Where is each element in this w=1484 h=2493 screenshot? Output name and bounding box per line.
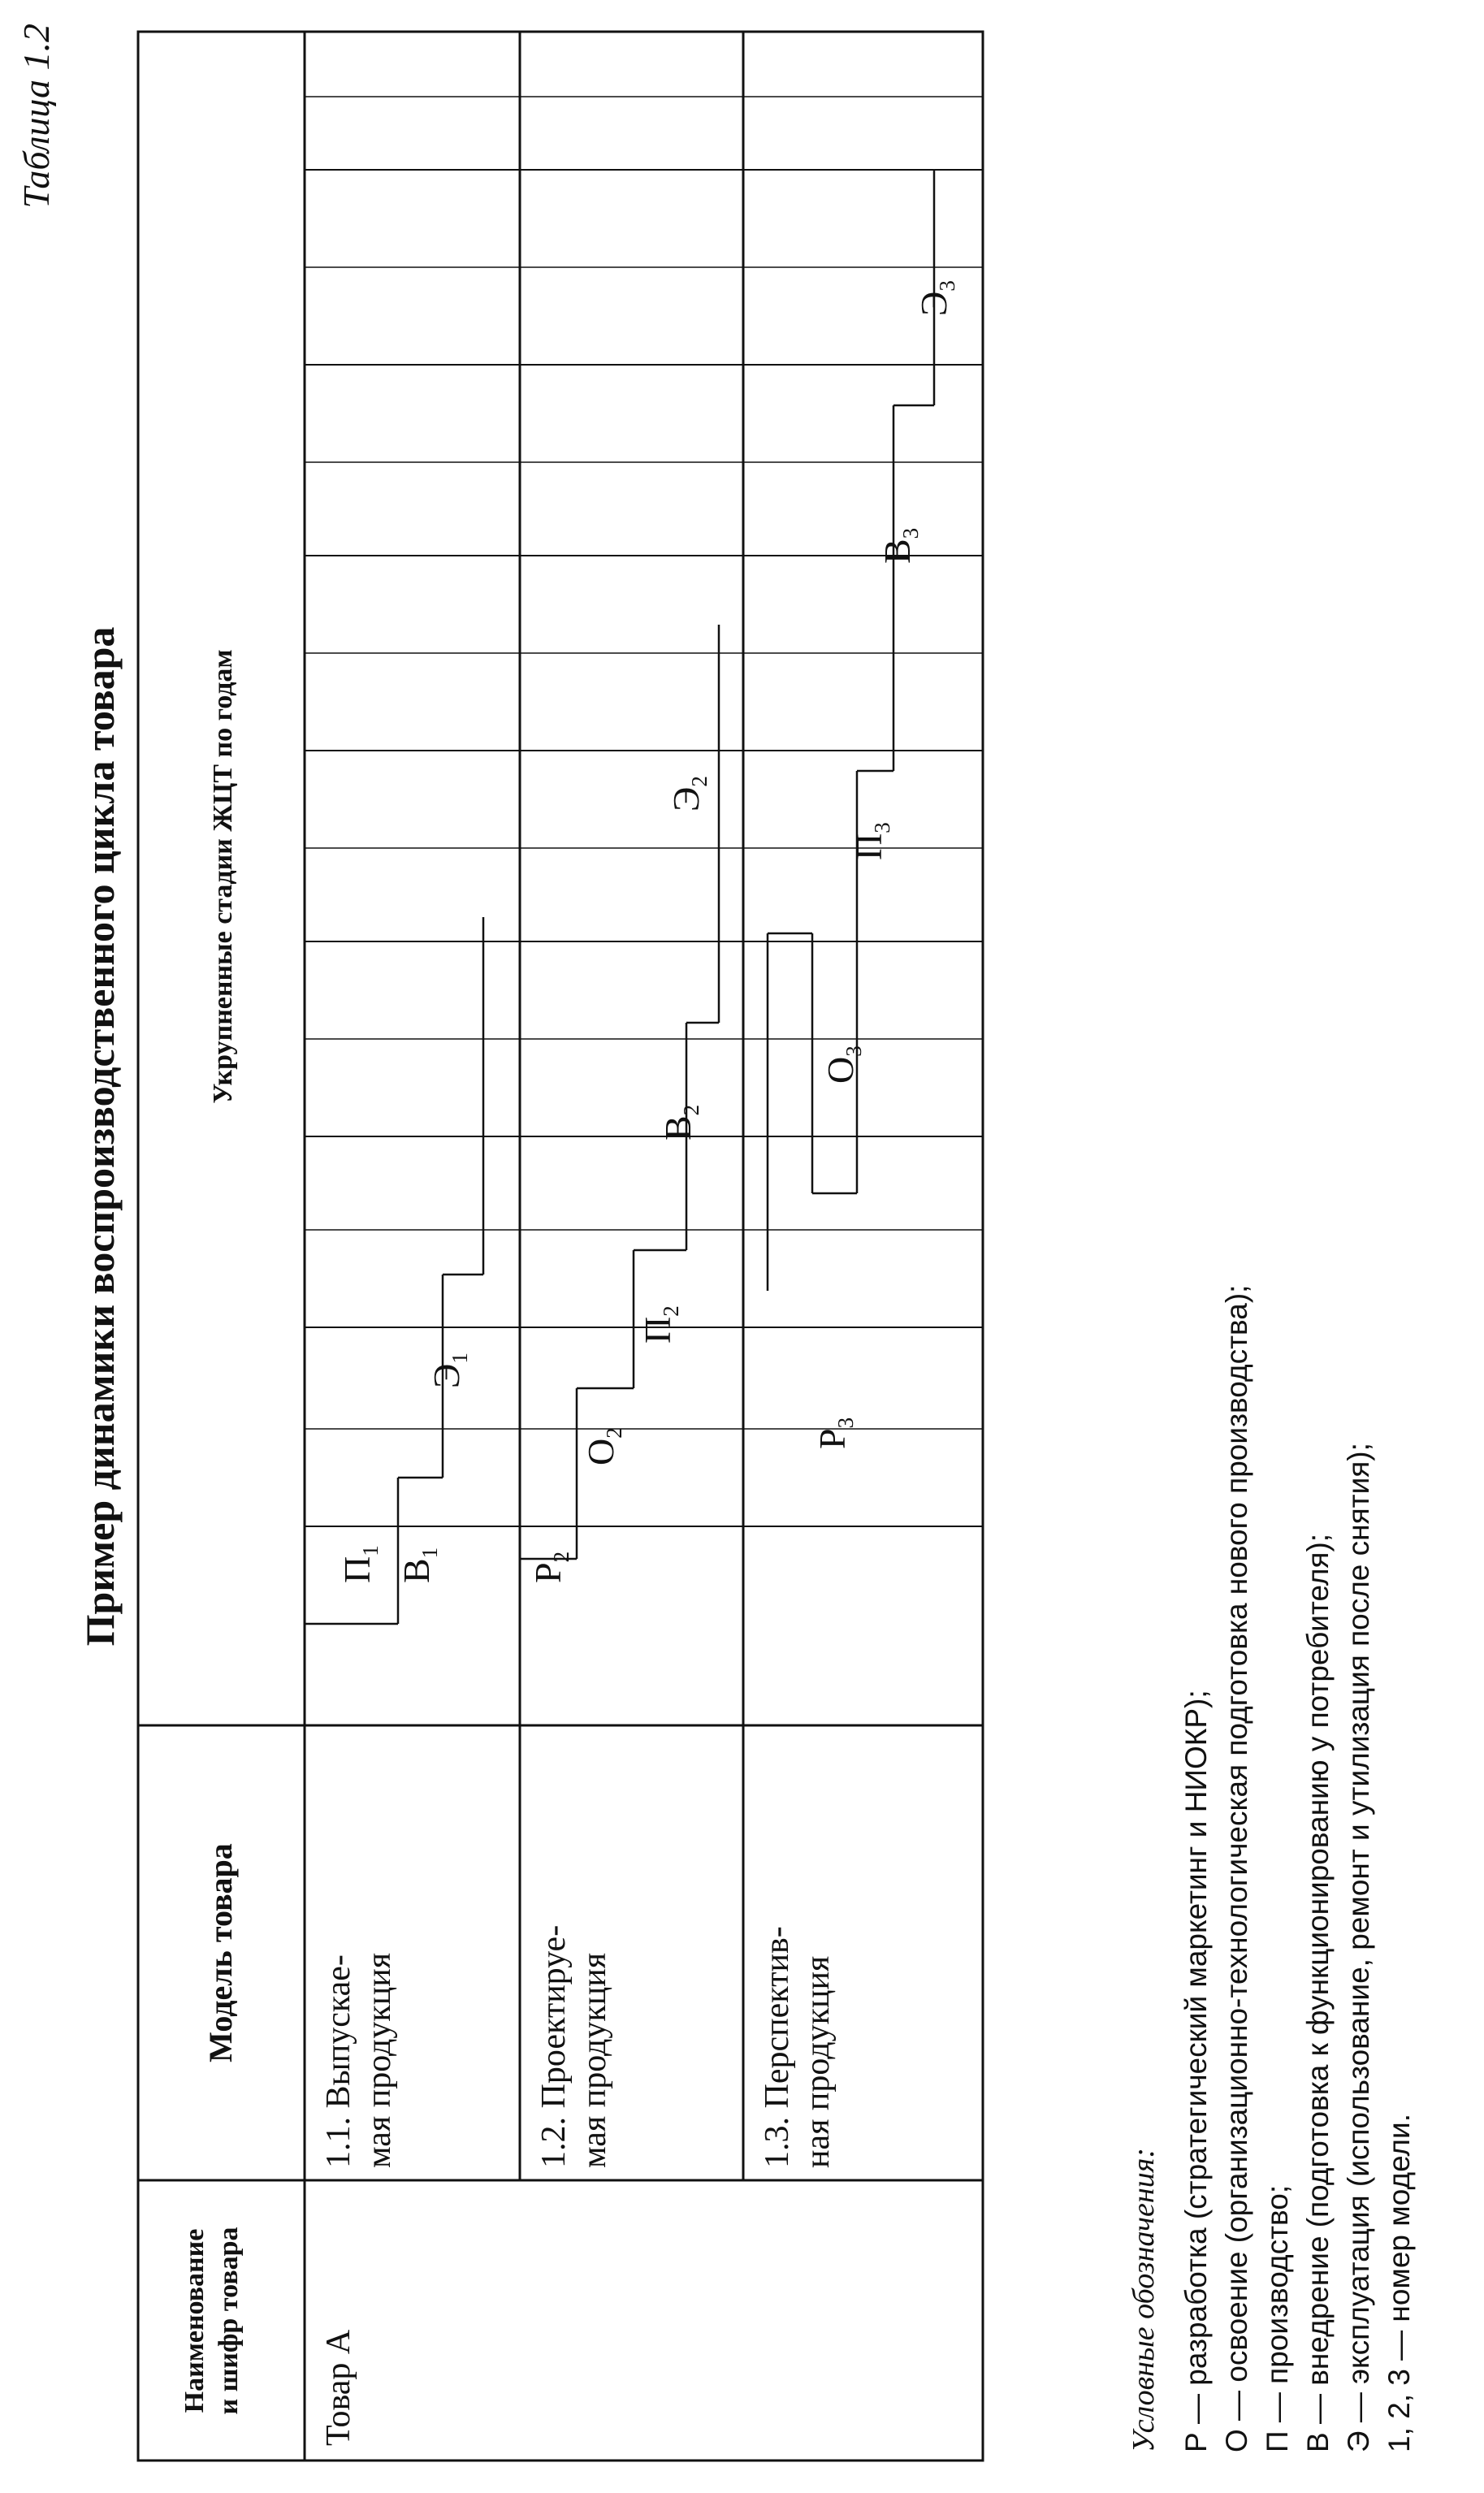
model-3-stages <box>768 170 934 1291</box>
model-2-stages <box>520 625 719 1559</box>
header-stages: Укрупненные стадии ЖЦТ по годам <box>208 649 238 1104</box>
legend-title: Условные обозначения: <box>1127 2147 1161 2452</box>
stage-label-v3: В3 <box>876 527 923 564</box>
stage-label-p2: П2 <box>637 1305 683 1344</box>
legend-line-numbers: 1, 2, 3 — номер модели. <box>1382 2114 1416 2452</box>
model-3-line2: ная продукция <box>799 1955 837 2168</box>
model-1-line2: мая продукция <box>361 1952 398 2168</box>
stage-label-r3: Р3 <box>811 1417 858 1449</box>
legend-line-v: В — внедрение (подготовка к функционированию у потребителя); <box>1301 1533 1335 2452</box>
table-title: Пример динамики воспроизводственного цикла товара <box>77 626 123 1647</box>
legend-line-r: Р — разработка (стратегический маркетинг и НИОКР); <box>1179 1690 1213 2452</box>
stage-label-r2: Р2 <box>527 1551 573 1583</box>
table-number: Таблица 1.2 <box>15 24 57 209</box>
model-2-line1: 1.2. Проектируе- <box>535 1924 573 2168</box>
model-3-line1: 1.3. Перспектив- <box>759 1926 796 2168</box>
stage-label-v1: В1 <box>396 1547 442 1583</box>
header-product-name-line2: и шифр товара <box>214 2227 244 2415</box>
half-year-columns <box>305 97 983 1429</box>
stage-label-p1: П1 <box>336 1545 383 1583</box>
model-2-line2: мая продукция <box>576 1952 613 2168</box>
stage-label-o2: О2 <box>580 1427 626 1465</box>
stage-labels <box>336 280 959 1583</box>
stage-label-e2: Э2 <box>665 776 712 812</box>
product-name-cell: Товар А <box>320 2329 357 2446</box>
header-product-name-line1: Наименование <box>180 2228 210 2413</box>
stage-label-e1: Э1 <box>426 1353 472 1388</box>
stage-label-o3: О3 <box>820 1045 866 1084</box>
stage-label-v2: В2 <box>657 1104 703 1140</box>
header-model: Модель товара <box>202 1843 239 2062</box>
stage-label-e3: Э3 <box>913 280 959 316</box>
legend-line-o: О — освоение (организационно-технологическая подготовка нового производства); <box>1220 1284 1253 2452</box>
model-1-stages <box>305 917 483 1624</box>
model-1-line1: 1.1. Выпускае- <box>320 1954 357 2168</box>
stage-label-p3: П3 <box>848 822 894 860</box>
legend-line-p: П — производство; <box>1261 2184 1294 2452</box>
legend <box>1127 1285 1416 2452</box>
legend-line-e: Э — эксплуатация (использование, ремонт и утилизация после снятия); <box>1342 1443 1375 2452</box>
